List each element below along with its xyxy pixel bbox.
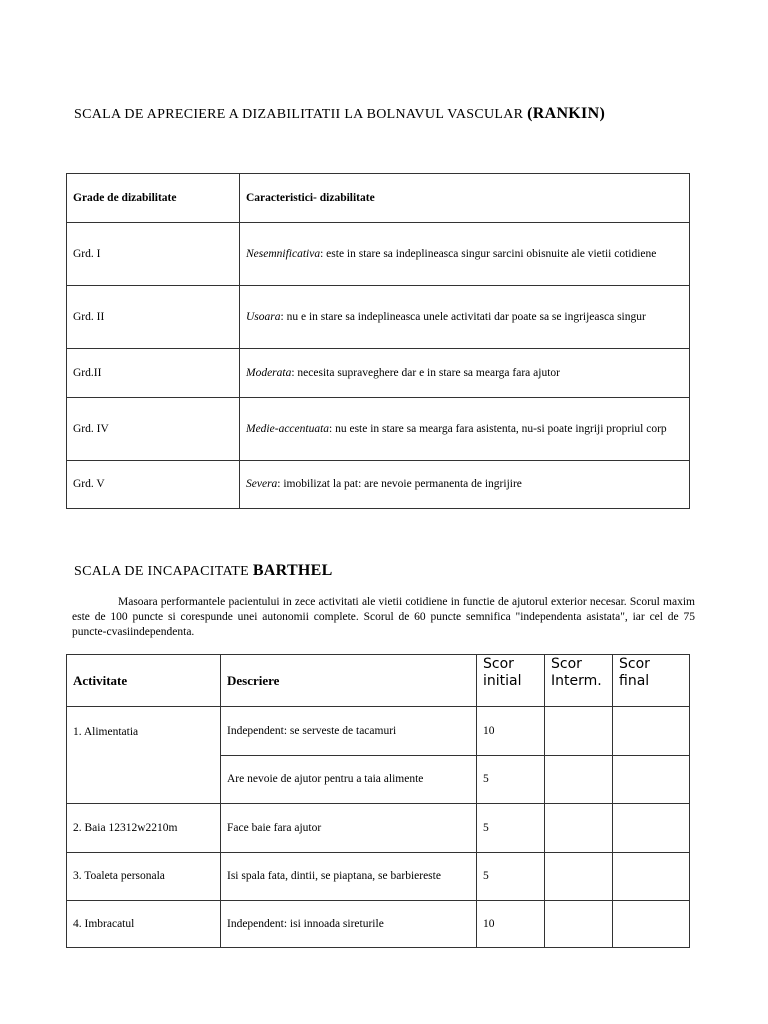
rankin-desc: [240, 398, 690, 461]
rankin-text: : este in stare sa indeplineasca singur sarcini obisnuite ale vietii cotidiene: [320, 247, 657, 260]
table-row: [67, 286, 690, 349]
barthel-table: [66, 654, 690, 948]
barthel-description: Are nevoie de ajutor pentru a taia alimente: [221, 756, 477, 804]
barthel-description: Independent: se serveste de tacamuri: [221, 707, 477, 756]
rankin-grade: Grd. I: [67, 223, 240, 286]
rankin-desc: [240, 223, 690, 286]
barthel-score-interm[interactable]: [545, 853, 613, 901]
barthel-score-initial: 5: [477, 853, 545, 901]
barthel-score-final[interactable]: [613, 707, 690, 756]
barthel-score-interm[interactable]: [545, 707, 613, 756]
rankin-term: Severa: [246, 478, 278, 490]
barthel-score-initial: 5: [477, 756, 545, 804]
barthel-activity: 1. Alimentatia: [67, 707, 221, 804]
rankin-term: Usoara: [246, 310, 281, 323]
rankin-term: Medie-accentuata: [246, 422, 330, 435]
barthel-description: Face baie fara ajutor: [221, 804, 477, 853]
barthel-activity: 4. Imbracatul: [67, 901, 221, 948]
rankin-grade: Grd. II: [67, 286, 240, 349]
rankin-title-open: (: [527, 105, 533, 122]
barthel-intro: Masoara performantele pacientului in zece activitati ale vietii cotidiene in functie de ajutorul exterior necesar. Scorul maxim este de 100 puncte si corespunde unei autonomii complete. Scorul de 60 puncte semnifica "independenta asistata", iar cel de 75 puncte-cvasiindependenta.: [72, 596, 695, 638]
table-row: [67, 223, 690, 286]
rankin-text: : necesita supraveghere dar e in stare sa mearga fara ajutor: [291, 366, 560, 379]
barthel-title-prefix: SCALA DE INCAPACITATE: [74, 564, 250, 579]
rankin-desc: [240, 286, 690, 349]
rankin-desc: [240, 349, 690, 398]
rankin-title: [74, 105, 605, 123]
rankin-title-name-group: [527, 105, 605, 122]
rankin-term: Nesemnificativa: [246, 247, 321, 260]
barthel-header-activity: Activitate: [67, 655, 221, 707]
barthel-score-interm[interactable]: [545, 901, 613, 948]
rankin-grade: Grd.II: [67, 349, 240, 398]
rankin-header-desc: Caracteristici- dizabilitate: [240, 174, 690, 223]
rankin-term: Moderata: [246, 366, 292, 379]
barthel-description: Independent: isi innoada sireturile: [221, 901, 477, 948]
rankin-header-grade: Grade de dizabilitate: [67, 174, 240, 223]
barthel-score-interm[interactable]: [545, 804, 613, 853]
table-row: [67, 707, 690, 756]
rankin-title-prefix: SCALA DE APRECIERE A DIZABILITATII LA BOLNAVUL VASCULAR: [74, 107, 524, 122]
table-row: [67, 349, 690, 398]
barthel-activity: 3. Toaleta personala: [67, 853, 221, 901]
barthel-score-initial: 10: [477, 901, 545, 948]
table-row: [67, 901, 690, 948]
rankin-text: : imobilizat la pat: are nevoie permanenta de ingrijire: [277, 478, 522, 490]
rankin-desc: [240, 461, 690, 509]
barthel-score-initial: 10: [477, 707, 545, 756]
rankin-header-row: [67, 174, 690, 223]
rankin-title-close: ): [599, 105, 606, 122]
barthel-header-score-final: Scor final: [613, 655, 690, 707]
table-row: [67, 398, 690, 461]
table-row: [67, 461, 690, 509]
rankin-grade: Grd. IV: [67, 398, 240, 461]
rankin-title-name: RANKIN: [532, 105, 600, 122]
table-row: [67, 853, 690, 901]
barthel-header-row: [67, 655, 690, 707]
barthel-score-final[interactable]: [613, 756, 690, 804]
barthel-description: Isi spala fata, dintii, se piaptana, se barbiereste: [221, 853, 477, 901]
barthel-score-final[interactable]: [613, 901, 690, 948]
barthel-title-name: BARTHEL: [252, 562, 333, 579]
table-row: [67, 804, 690, 853]
rankin-text: : nu e in stare sa indeplineasca unele activitati dar poate sa se ingrijeasca singur: [280, 310, 646, 323]
barthel-activity: 2. Baia 12312w2210m: [67, 804, 221, 853]
barthel-score-initial: 5: [477, 804, 545, 853]
barthel-title: [74, 562, 333, 580]
barthel-header-score-initial: Scor initial: [477, 655, 545, 707]
barthel-score-final[interactable]: [613, 804, 690, 853]
barthel-header-score-interm: Scor Interm.: [545, 655, 613, 707]
barthel-header-description: Descriere: [221, 655, 477, 707]
barthel-score-interm[interactable]: [545, 756, 613, 804]
barthel-score-final[interactable]: [613, 853, 690, 901]
rankin-table: [66, 173, 690, 509]
rankin-grade: Grd. V: [67, 461, 240, 509]
rankin-text: : nu este in stare sa mearga fara asistenta, nu-si poate ingriji propriul corp: [329, 422, 667, 435]
